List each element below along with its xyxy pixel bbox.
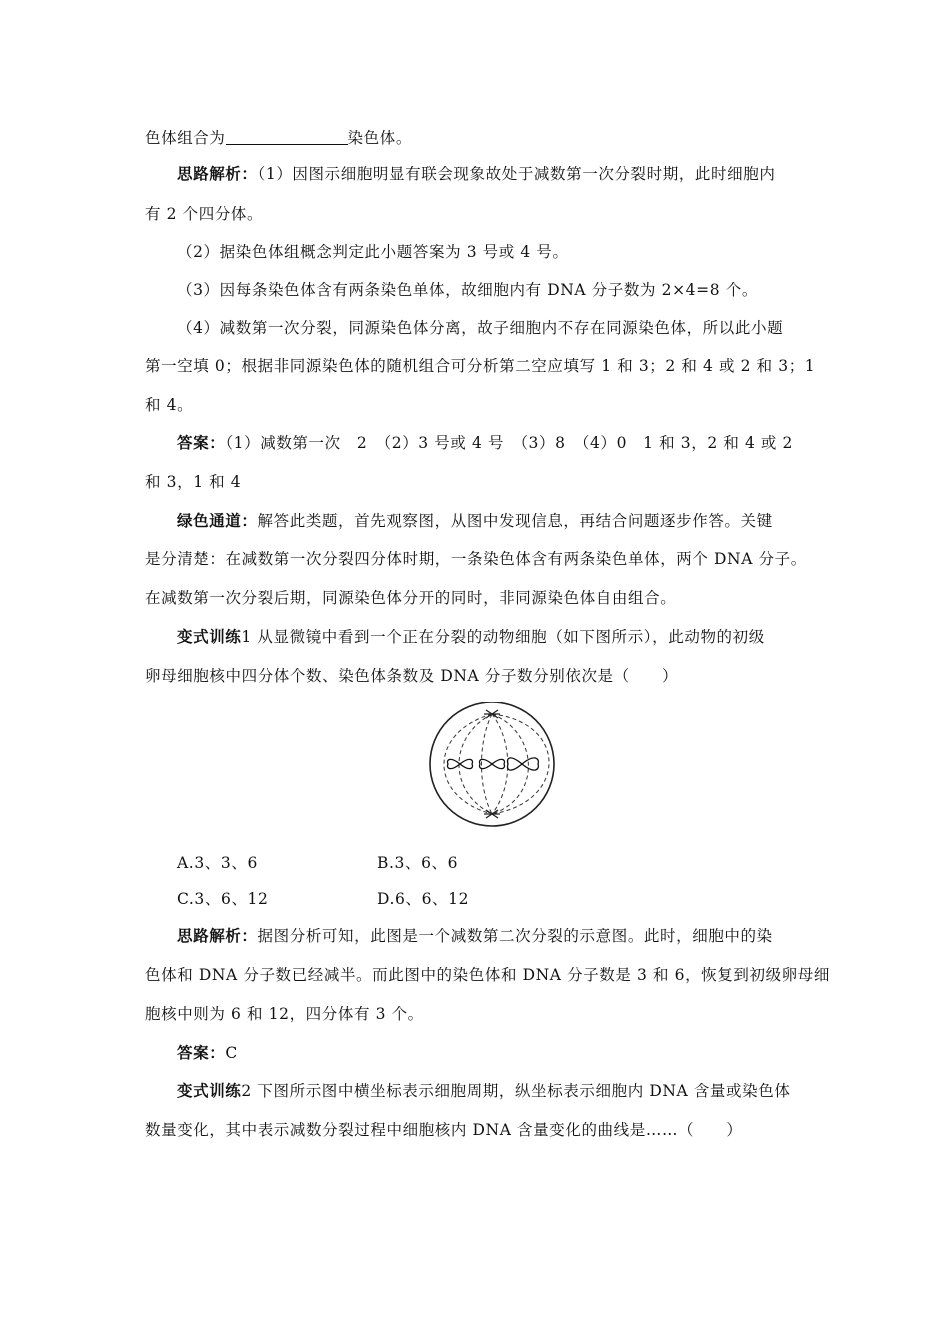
answer-blank bbox=[226, 129, 348, 145]
cell-division-figure bbox=[418, 702, 578, 830]
centrosome-top bbox=[484, 710, 500, 718]
text-line: 第一空填 0；根据非同源染色体的随机组合可分析第二空应填写 1 和 3；2 和 4 或 2 和 3；1 bbox=[145, 357, 816, 375]
label-analysis: 思路解析： bbox=[177, 164, 258, 183]
text-line: 变式训练2 下图所示图中横坐标表示细胞周期，纵坐标表示细胞内 DNA 含量或染色体 bbox=[177, 1081, 791, 1100]
chromosome bbox=[480, 759, 505, 768]
label-answer: 答案： bbox=[177, 433, 226, 452]
text-line: 和 3，1 和 4 bbox=[145, 473, 242, 491]
option-b: B.3、6、6 bbox=[377, 854, 459, 872]
text-line: 在减数第一次分裂后期，同源染色体分开的同时，非同源染色体自由组合。 bbox=[145, 589, 677, 607]
text-line: 思路解析：（1）因图示细胞明显有联会现象故处于减数第一次分裂时期，此时细胞内 bbox=[177, 164, 776, 183]
label-green-channel: 绿色通道： bbox=[177, 511, 258, 530]
label-analysis: 思路解析： bbox=[177, 926, 258, 945]
text-line: 胞核中则为 6 和 12，四分体有 3 个。 bbox=[145, 1005, 424, 1023]
label-answer: 答案： bbox=[177, 1043, 226, 1062]
option-d: D.6、6、12 bbox=[377, 890, 470, 908]
text-line: 答案：C bbox=[177, 1043, 238, 1062]
text-line: 和 4。 bbox=[145, 396, 194, 414]
text-line: 色体组合为 染色体。 bbox=[145, 129, 412, 147]
chromosome bbox=[508, 758, 539, 770]
text-line: 卵母细胞核中四分体个数、染色体条数及 DNA 分子数分别依次是（ ） bbox=[145, 667, 679, 685]
text-line: 思路解析：据图分析可知，此图是一个减数第二次分裂的示意图。此时，细胞中的染 bbox=[177, 926, 773, 945]
chromosome bbox=[448, 759, 473, 768]
text-line: （4）减数第一次分裂，同源染色体分离，故子细胞内不存在同源染色体，所以此小题 bbox=[177, 319, 784, 337]
option-a: A.3、3、6 bbox=[177, 854, 258, 872]
text-line: 数量变化，其中表示减数分裂过程中细胞核内 DNA 含量变化的曲线是……（ ） bbox=[145, 1121, 743, 1139]
option-c: C.3、6、12 bbox=[177, 890, 269, 908]
text-line: 有 2 个四分体。 bbox=[145, 205, 264, 223]
text-line: 变式训练1 从显微镜中看到一个正在分裂的动物细胞（如下图所示），此动物的初级 bbox=[177, 627, 765, 646]
text-line: 色体和 DNA 分子数已经减半。而此图中的染色体和 DNA 分子数是 3 和 6，恢复到初级卵母细 bbox=[145, 966, 830, 984]
text-line: 绿色通道：解答此类题，首先观察图，从图中发现信息，再结合问题逐步作答。关键 bbox=[177, 511, 773, 530]
label-variant: 变式训练 bbox=[177, 1081, 242, 1100]
label-variant: 变式训练 bbox=[177, 627, 242, 646]
text-line: 答案：（1）减数第一次 2 （2）3 号或 4 号 （3）8 （4）0 1 和 3，2 和 4 或 2 bbox=[177, 433, 794, 452]
text-line: 是分清楚：在减数第一次分裂四分体时期，一条染色体含有两条染色单体，两个 DNA 分子。 bbox=[145, 550, 807, 568]
text-line: （2）据染色体组概念判定此小题答案为 3 号或 4 号。 bbox=[177, 243, 569, 261]
text-line: （3）因每条染色体含有两条染色单体，故细胞内有 DNA 分子数为 2×4=8 个。 bbox=[177, 281, 758, 299]
